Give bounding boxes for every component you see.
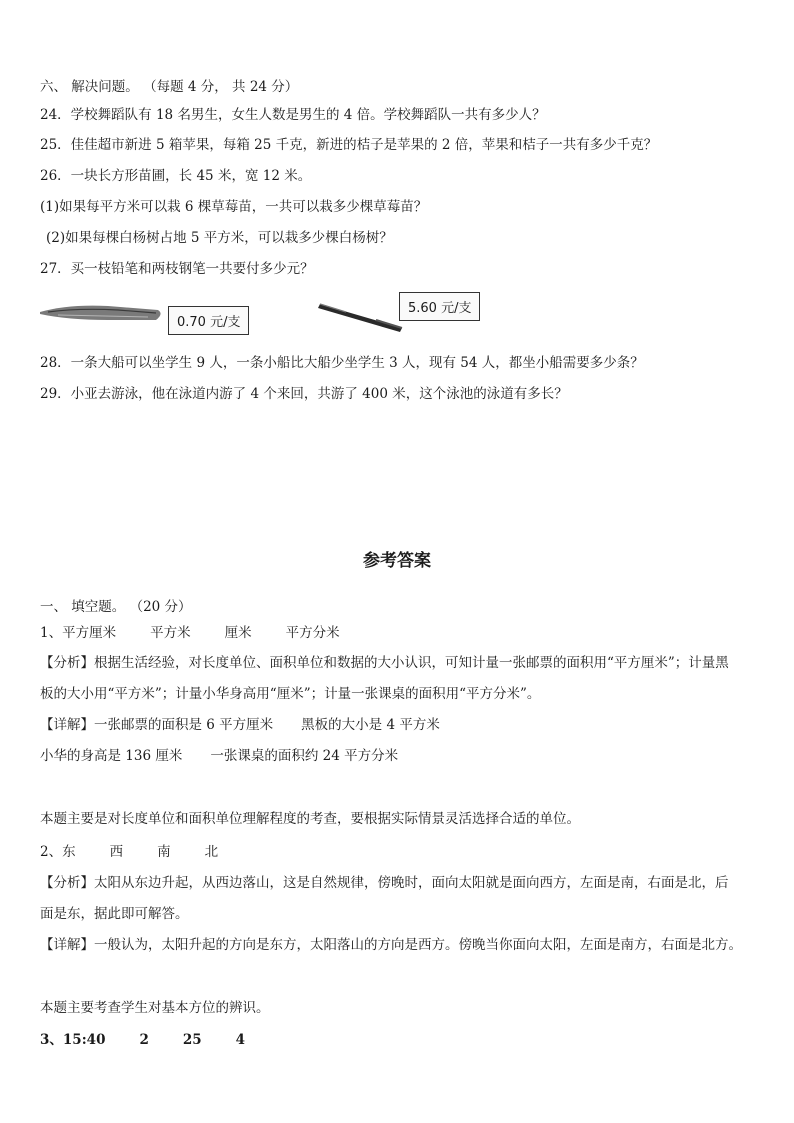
section-heading-problems: 六、 解决问题。 （每题 4 分， 共 24 分） — [40, 79, 299, 95]
question-29: 29．小亚去游泳，他在泳道内游了 4 个来回，共游了 400 米，这个泳池的泳道有多长？ — [40, 386, 568, 402]
answer-3-label: 3、 — [40, 1032, 63, 1048]
answer-1-item: 平方米 — [150, 625, 191, 641]
pen-icon — [316, 298, 406, 338]
pencil-icon — [38, 298, 168, 334]
answer-2-analysis-line-2: 面是东，据此即可解答。 — [40, 906, 189, 922]
question-27: 27．买一枝铅笔和两枝钢笔一共要付多少元？ — [40, 261, 314, 277]
answer-3-item: 25 — [182, 1032, 202, 1048]
answer-1-detail-line-1 — [40, 716, 440, 734]
answer-2 — [40, 843, 218, 861]
answer-1-summary: 本题主要是对长度单位和面积单位理解程度的考查，要根据实际情景灵活选择合适的单位。 — [40, 811, 580, 827]
pen-price-tag: 5.60 元/支 — [399, 292, 480, 321]
answer-3-item: 2 — [139, 1032, 149, 1048]
answer-2-label: 2、 — [40, 844, 63, 860]
answer-2-summary: 本题主要考查学生对基本方位的辨识。 — [40, 1000, 270, 1016]
question-25: 25．佳佳超市新进 5 箱苹果，每箱 25 千克，新进的桔子是苹果的 2 倍，苹果和桔子一共有多少千克？ — [40, 137, 658, 153]
question-28: 28．一条大船可以坐学生 9 人，一条小船比大船少坐学生 3 人，现有 54 人，都坐小船需要多少条？ — [40, 355, 644, 371]
question-26-part-1: (1)如果每平方米可以栽 6 棵草莓苗，一共可以栽多少棵草莓苗？ — [40, 199, 428, 215]
answer-1-analysis-line-2: 板的大小用“平方米”；计量小华身高用“厘米”；计量一张课桌的面积用“平方分米”。 — [40, 686, 541, 702]
answer-1-detail-stamp: 【详解】一张邮票的面积是 6 平方厘米 — [40, 717, 274, 733]
question-26: 26．一块长方形苗圃，长 45 米，宽 12 米。 — [40, 168, 312, 184]
answer-2-item: 东 — [62, 844, 76, 860]
answer-3 — [40, 1031, 245, 1049]
answer-1-label: 1、 — [40, 625, 63, 641]
answer-1-item: 平方厘米 — [62, 625, 117, 641]
question-26-part-2: (2)如果每棵白杨树占地 5 平方米，可以栽多少棵白杨树？ — [46, 230, 393, 246]
question-24: 24．学校舞蹈队有 18 名男生，女生人数是男生的 4 倍。学校舞蹈队一共有多少人？ — [40, 107, 546, 123]
answer-1-detail-line-2 — [40, 747, 398, 765]
answer-1-detail-desk: 一张课桌的面积约 24 平方分米 — [210, 748, 399, 764]
answer-3-item: 4 — [235, 1032, 246, 1048]
answer-2-item: 北 — [204, 844, 219, 860]
answer-1-detail-height: 小华的身高是 136 厘米 — [40, 748, 183, 764]
answer-1-item: 平方分米 — [285, 625, 340, 641]
answer-2-analysis-line-1: 【分析】太阳从东边升起，从西边落山，这是自然规律，傍晚时，面向太阳就是面向西方，左面是南，右面是北，后 — [40, 875, 729, 891]
answer-1-detail-blackboard: 黑板的大小是 4 平方米 — [301, 717, 440, 733]
answer-2-item: 西 — [109, 844, 124, 860]
answer-2-detail: 【详解】一般认为，太阳升起的方向是东方，太阳落山的方向是西方。傍晚当你面向太阳，左面是南方，右面是北方。 — [40, 937, 742, 953]
answer-2-item: 南 — [157, 844, 171, 860]
answers-title: 参考答案 — [363, 551, 431, 571]
answer-1-analysis-line-1: 【分析】根据生活经验，对长度单位、面积单位和数据的大小认识，可知计量一张邮票的面积用“平方厘米”；计量黑 — [40, 655, 729, 671]
section-heading-fill-blank: 一、 填空题。 （20 分） — [40, 599, 192, 615]
answer-1-item: 厘米 — [224, 625, 252, 641]
answer-3-item: 15:40 — [62, 1032, 106, 1048]
pencil-price-tag: 0.70 元/支 — [168, 306, 249, 335]
answer-1 — [40, 624, 340, 642]
